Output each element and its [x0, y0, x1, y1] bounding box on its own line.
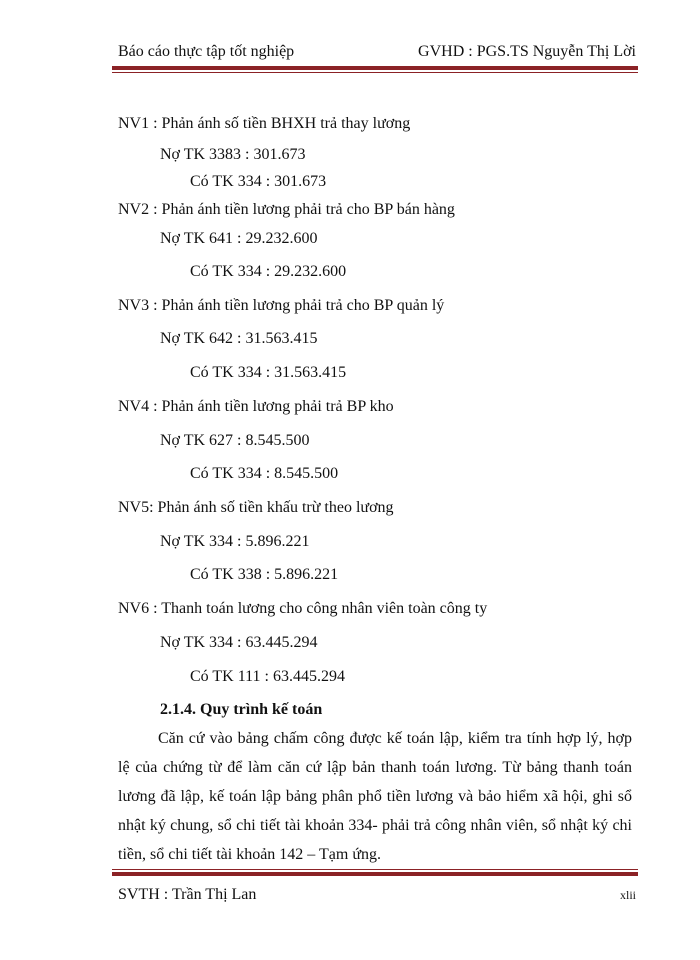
- page-header: [118, 40, 636, 64]
- entry-credit: Có TK 338 : 5.896.221: [190, 566, 339, 583]
- entry-title: NV6 : Thanh toán lương cho công nhân viên toàn công ty: [118, 600, 488, 617]
- entry-credit: Có TK 111 : 63.445.294: [190, 668, 345, 685]
- entry-title: NV1 : Phản ánh số tiền BHXH trả thay lương: [118, 115, 411, 132]
- footer-rule-thick: [112, 872, 638, 876]
- entry-debit: Nợ TK 627 : 8.545.500: [160, 432, 310, 449]
- header-supervisor: GVHD : PGS.TS Nguyễn Thị Lời: [418, 43, 636, 60]
- section-paragraph: Căn cứ vào bảng chấm công được kế toán lập, kiểm tra tính hợp lý, hợp lệ của chứng từ để làm căn cứ lập bản thanh toán lương. Từ bảng thanh toán lương đã lập, kế toán lập bảng phân phổ tiền lương và bảo hiểm xã hội, ghi sổ nhật ký chung, sổ chi tiết tài khoản 334- phải trả công nhân viên, sổ nhật ký chi tiền, sổ chi tiết tài khoản 142 – Tạm ứng.: [118, 730, 632, 863]
- page-footer: [118, 884, 636, 906]
- entry-debit: Nợ TK 334 : 5.896.221: [160, 533, 310, 550]
- entry-credit: Có TK 334 : 29.232.600: [190, 263, 347, 280]
- page-number: xlii: [619, 888, 636, 902]
- entry-title: NV4 : Phản ánh tiền lương phải trả BP kho: [118, 398, 394, 415]
- header-report-title: Báo cáo thực tập tốt nghiệp: [118, 43, 295, 60]
- entry-debit: Nợ TK 642 : 31.563.415: [160, 330, 318, 347]
- header-rule-thin: [112, 72, 638, 73]
- entry-debit: Nợ TK 334 : 63.445.294: [160, 634, 318, 651]
- entry-debit: Nợ TK 3383 : 301.673: [160, 146, 306, 163]
- entry-title: NV3 : Phản ánh tiền lương phải trả cho BP quản lý: [118, 297, 445, 314]
- entry-debit: Nợ TK 641 : 29.232.600: [160, 230, 318, 247]
- section-heading: 2.1.4. Quy trình kế toán: [160, 701, 323, 718]
- header-rule-thick: [112, 66, 638, 70]
- entry-title: NV2 : Phản ánh tiền lương phải trả cho BP bán hàng: [118, 201, 455, 218]
- entry-credit: Có TK 334 : 8.545.500: [190, 465, 339, 482]
- footer-student: SVTH : Trần Thị Lan: [118, 886, 257, 903]
- entry-credit: Có TK 334 : 31.563.415: [190, 364, 347, 381]
- entry-title: NV5: Phản ánh số tiền khấu trừ theo lương: [118, 499, 394, 516]
- footer-rule-thin: [112, 869, 638, 870]
- entry-credit: Có TK 334 : 301.673: [190, 173, 327, 190]
